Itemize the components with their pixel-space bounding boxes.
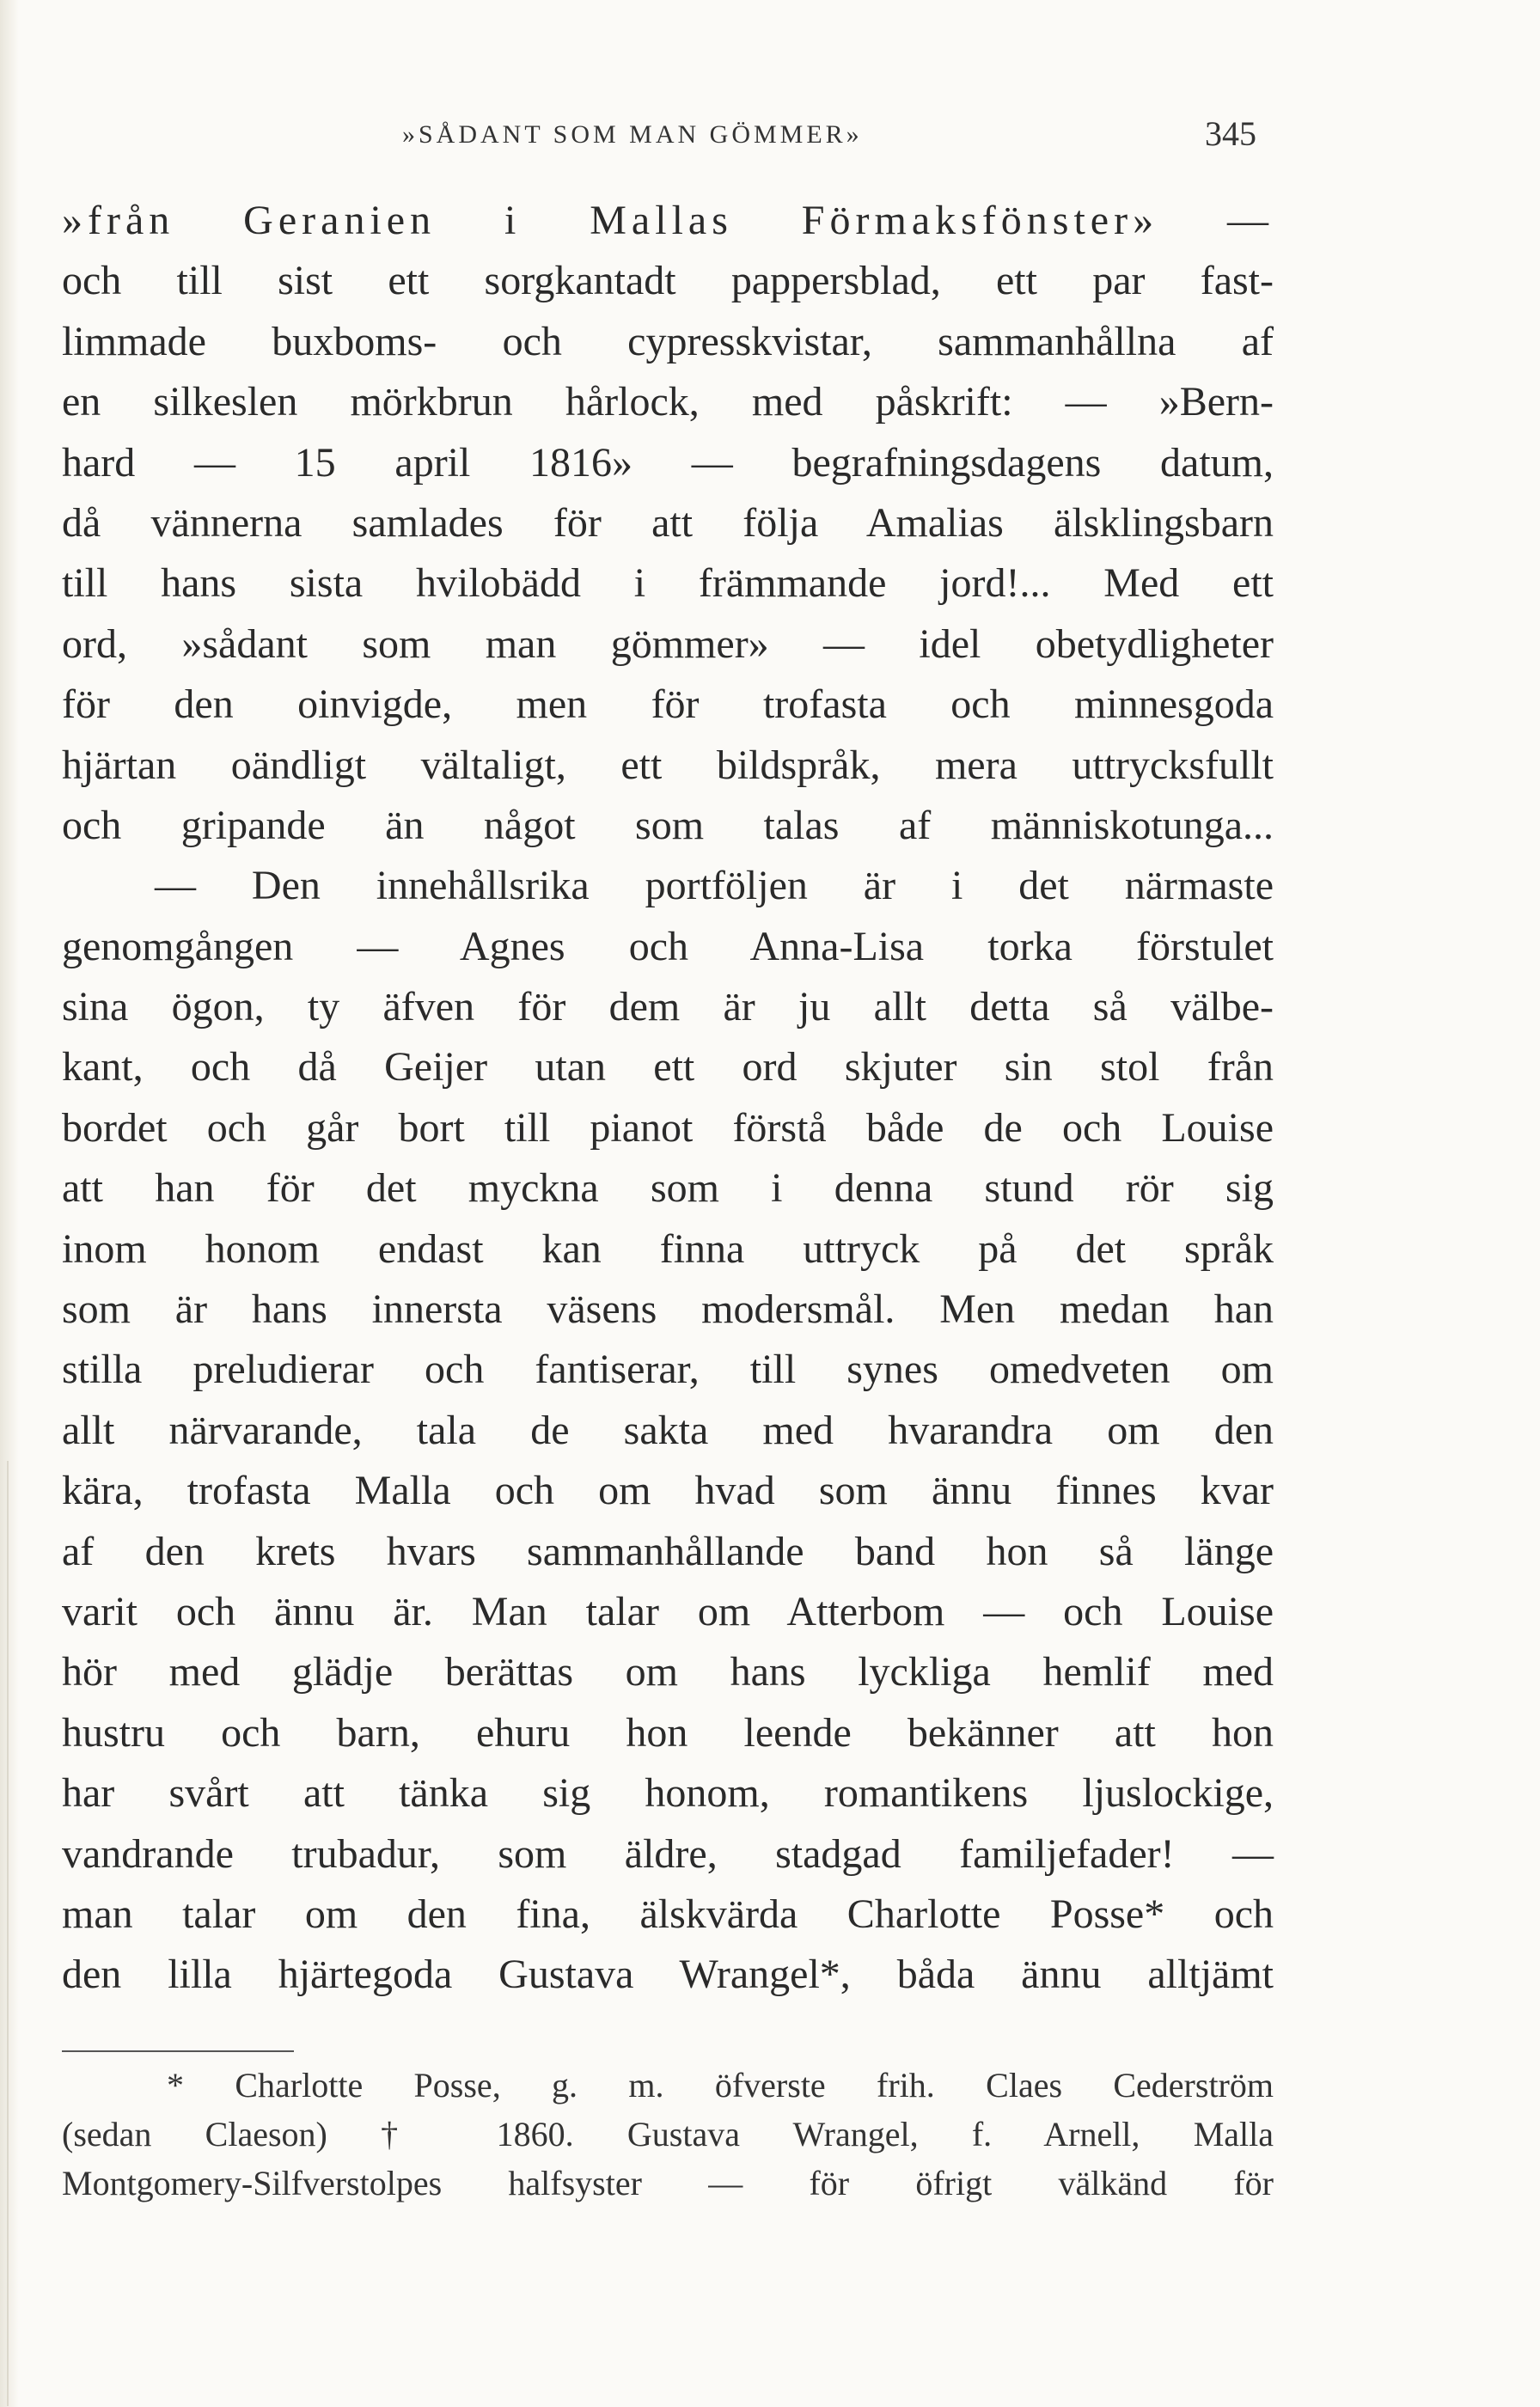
text-line: limmade buxboms- och cypresskvistar, sammanhållna af <box>62 318 1274 364</box>
running-head: »SÅDANT SOM MAN GÖMMER» <box>402 120 863 149</box>
text-line: och gripande än något som talas af människotunga... <box>62 802 1274 848</box>
footnote-line: Montgomery-Silfverstolpes halfsyster — för öfrigt välkänd för <box>62 2164 1274 2202</box>
text-line: hjärtan oändligt vältaligt, ett bildspråk, mera uttrycksfullt <box>62 742 1274 788</box>
text-line: man talar om den fina, älskvärda Charlotte Posse* och <box>62 1891 1274 1937</box>
text-line: hustru och barn, ehuru hon leende bekänner att hon <box>62 1709 1274 1756</box>
text-line: ord, »sådant som man gömmer» — idel obetydligheter <box>62 620 1274 667</box>
text-line: och till sist ett sorgkantadt pappersblad, ett par fast- <box>62 258 1274 304</box>
text-line: kära, trofasta Malla och om hvad som ännu finnes kvar <box>62 1468 1274 1514</box>
scan-edge-line <box>7 1461 9 2406</box>
text-line: vandrande trubadur, som äldre, stadgad familjefader! — <box>62 1830 1274 1877</box>
text-line: för den oinvigde, men för trofasta och minnesgoda <box>62 681 1274 728</box>
text-line: inom honom endast kan finna uttryck på det språk <box>62 1225 1274 1272</box>
text-line: »från Geranien i Mallas Förmaksfönster» — <box>62 198 1274 243</box>
text-line: då vännerna samlades för att följa Amalias älsklingsbarn <box>62 499 1274 546</box>
text-line: till hans sista hvilobädd i främmande jord!... Med ett <box>62 560 1274 607</box>
text-line: — Den innehållsrika portföljen är i det närmaste <box>155 863 1274 909</box>
text-line: hör med glädje berättas om hans lyckliga hemlif med <box>62 1649 1274 1695</box>
body-text <box>62 191 1274 2006</box>
text-line: bordet och går bort till pianot förstå både de och Louise <box>62 1104 1274 1151</box>
page-number: 345 <box>1205 114 1256 153</box>
footnotes <box>62 2061 1274 2208</box>
text-line: allt närvarande, tala de sakta med hvarandra om den <box>62 1407 1274 1453</box>
text-line: sina ögon, ty äfven för dem är ju allt detta så välbe- <box>62 984 1274 1030</box>
text-line: kant, och då Geijer utan ett ord skjuter sin stol från <box>62 1044 1274 1090</box>
text-line: hard — 15 april 1816» — begrafningsdagens datum, <box>62 439 1274 486</box>
text-line: den lilla hjärtegoda Gustava Wrangel*, båda ännu alltjämt <box>62 1952 1274 1998</box>
text-line: genomgången — Agnes och Anna-Lisa torka förstulet <box>62 923 1274 969</box>
text-line: som är hans innersta väsens modersmål. Men medan han <box>62 1286 1274 1333</box>
scan-edge-shadow <box>0 0 19 2407</box>
text-line: har svårt att tänka sig honom, romantikens ljuslockige, <box>62 1770 1274 1817</box>
footnote-line: (sedan Claeson) † 1860. Gustava Wrangel, f. Arnell, Malla <box>62 2115 1274 2153</box>
text-line: af den krets hvars sammanhållande band hon så länge <box>62 1528 1274 1574</box>
text-line: en silkeslen mörkbrun hårlock, med påskrift: — »Bern- <box>62 379 1274 425</box>
text-line: varit och ännu är. Man talar om Atterbom — och Louise <box>62 1588 1274 1634</box>
text-line: att han för det myckna som i denna stund rör sig <box>62 1165 1274 1212</box>
footnote-line: * Charlotte Posse, g. m. öfverste frih. Claes Cederström <box>167 2066 1274 2105</box>
text-line: stilla preludierar och fantiserar, till synes omedveten om <box>62 1347 1274 1393</box>
footnote-separator <box>62 2050 294 2052</box>
